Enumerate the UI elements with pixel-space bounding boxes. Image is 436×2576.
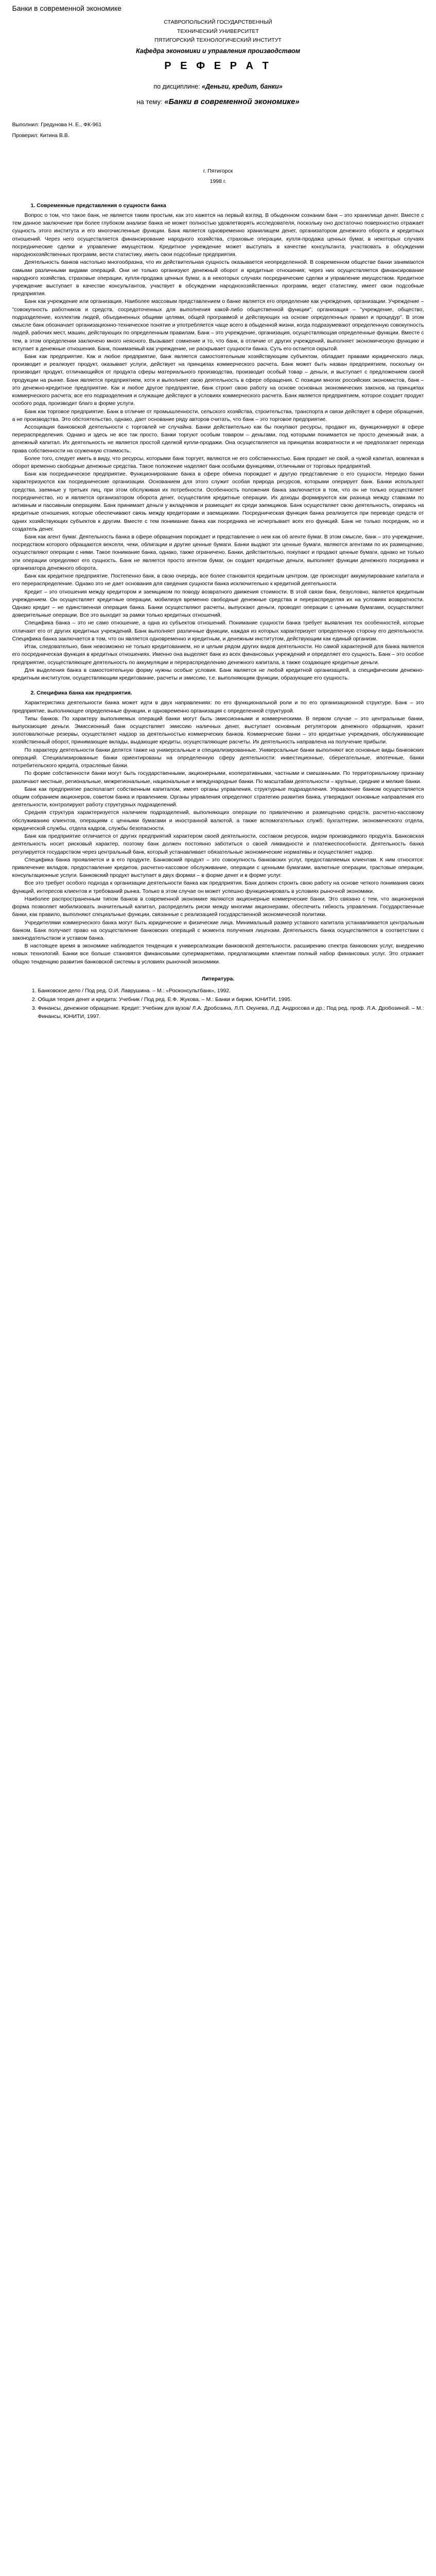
literature-item: 1. Банковское дело / Под ред. О.И. Лаврушина. – М.: «Росконсультбанк», 1992. xyxy=(38,987,424,995)
paragraph: Кредит – это отношения между кредитором и заемщиком по поводу возвратного движения стоимости. В этой связи банк, безусловно, является кредитным учреждением. Он осуществляет кредитные операции, мобилизуя временно свободные денежные средства и перераспределяя их на условиях возвратности. Однако кредит – не единственная операция банка. Банки осуществляют расчеты, выпускают деньги, проводят операции с ценными бумагами, осуществляют доверительные операции. Все это выходит за рамки только кредитных отношений. xyxy=(12,588,424,619)
paragraph: Учредителями коммерческого банка могут быть юридические и физические лица. Минимальный размер уставного капитала устанавливается центральным банком. Банк получает право на осуществление банковских операций с момента получения лицензии. Деятельность банка осуществляется в соответствии с законодательством и уставом банка. xyxy=(12,919,424,941)
paragraph: По характеру деятельности банки делятся также на универсальные и специализированные. Универсальные банки выполняют все основные виды банковских операций. Специализированные банки ориентированы на определенную сферу деятельности: инвестиционные, сберегательные, ипотечные, банки потребительского кредита, отраслевые банки. xyxy=(12,747,424,769)
paragraph: Характеристика деятельности банка может идти в двух направлениях: по его функциональной роли и по его организационной структуре. Банк – это предприятие, выполняющее определенные функции, и одновременно организация с определенной структурой. xyxy=(12,700,424,714)
paragraph: Банк как предприятие располагает собственным капиталом, имеет органы управления, структурные подразделения. Управление банком осуществляется общим собранием акционеров, советом банка и правлением. Органы управления определяют стратегию развития банка, утверждают основные направления его деятельности, контролируют работу структурных подразделений. xyxy=(12,786,424,808)
topic-name: «Банки в современной экономике» xyxy=(164,97,300,107)
paragraph: В настоящее время в экономике наблюдается тенденция к универсализации банковской деятельности, расширению спектра банковских услуг, внедрению новых технологий. Банки все больше становятся финансовыми супермаркетами, предлагающими клиентам полный набор финансовых услуг. Это отражает общую тенденцию развития банковской системы в условиях рыночной экономики. xyxy=(12,943,424,965)
paragraph: Типы банков. По характеру выполняемых операций банки могут быть эмиссионными и коммерческими. В первом случае – это центральные банки, выпускающие деньги. Эмиссионный банк осуществляет эмиссию наличных денег, выступает основным регулятором денежного обращения, хранит золотовалютные резервы, осуществляет надзор за деятельностью коммерческих банков. Коммерческие банки – это кредитные учреждения, обслуживающие хозяйственный оборот, принимающие вклады, выдающие кредиты, осуществляющие расчеты. Их деятельность направлена на получение прибыли. xyxy=(12,715,424,745)
city: г. Пятигорск xyxy=(203,168,233,175)
year: 1998 г. xyxy=(210,178,226,184)
section-heading: 1. Современные представления о сущности банка xyxy=(30,202,166,209)
paragraph: Наиболее распространенным типом банков в современной экономике являются акционерные коммерческие банки. Это связано с тем, что акционерная форма позволяет мобилизовать значительный капитал, распределить риски между многими акционерами, обеспечить гибкость управления. Государственные банки, как правило, выполняют специальные функции, связанные с реализацией государственной экономической политики. xyxy=(12,895,424,918)
paragraph: Банк как предприятие отличается от других предприятий характером своей деятельности, составом ресурсов, видом производимого продукта. Банковская деятельность носит рисковый характер, поэтому банк должен постоянно заботиться о своей ликвидности и платежеспособности. Деятельность банка регулируется государством через центральный банк, который устанавливает обязательные экономические нормативы и осуществляет надзор. xyxy=(12,833,424,855)
document-body xyxy=(12,202,424,966)
literature-title: Литература. xyxy=(201,975,235,982)
paragraph: Специфика банка – это не само отношение, а одна из субъектов отношений. Понимание сущности банка требует выявления тех особенностей, которые отличают его от других кредитных учреждений. Банк выполняет различные функции, каждая из которых характеризует определенную сторону его деятельности. Специфика банка заключается в том, что он является одновременно и кредитным, и денежным институтом, действующим как единый организм. xyxy=(12,620,424,642)
paragraph: Более того, следует иметь в виду, что ресурсы, которыми банк торгует, являются не его собственностью. Банк продает не свой, а чужой капитал, вовлекая в оборот временно свободные денежные средства. Такое положение наделяет банк особыми функциями, отличными от торговых предприятий. xyxy=(12,455,424,470)
section-heading: 2. Специфика банка как предприятия. xyxy=(30,690,132,697)
literature-item: 3. Финансы, денежное обращение. Кредит: Учебник для вузов/ Л.А. Дробозина, Л.П. Окунева, Л.Д. Андросова и др.; Под ред. проф. Л.А. Дробозиной. – М.: Финансы, ЮНИТИ, 1997. xyxy=(38,1005,424,1020)
paragraph: Банк как кредитное предприятие. Постепенно банк, в свою очередь, все более становится кредитным центром, где происходит аккумулирование капитала и его перераспределение. Однако это не дает основания для сведения сущности банка исключительно к кредитной деятельности. xyxy=(12,573,424,587)
document-title: Банки в современной экономике xyxy=(12,4,121,12)
document-page xyxy=(12,0,424,1032)
paragraph: По форме собственности банки могут быть государственными, акционерными, кооперативными, частными и смешанными. По территориальному признаку различают местные, региональные, межрегиональные, национальные и международные банки. По масштабам деятельности – крупные, средние и мелкие банки. xyxy=(12,770,424,785)
paragraph: Ассоциация банковской деятельности с торговлей не случайна. Банки действительно как бы покупают ресурсы, продают их, функционируют в сфере перераспределения. Однако и здесь не все так просто. Банки торгуют особым товаром – деньгами, под которыми понимается не просто денежный знак, а денежный капитал. Их деятельность не является простой сделкой купли-продажи. Она осуществляется на принципах возвратности и не предполагает перехода права собственности на ссуженную стоимость. xyxy=(12,423,424,454)
literature-list xyxy=(29,987,424,1021)
referat-label: Р Е Ф Е Р А Т xyxy=(164,60,272,72)
checked-by: Проверил: Китина В.В. xyxy=(12,132,69,139)
institution-line-2: ТЕХНИЧЕСКИЙ УНИВЕРСИТЕТ xyxy=(177,28,259,35)
paragraph: Для выделения банка в самостоятельную форму нужны особые условия. Банк является не любой кредитной организацией, а специфическим денежно-кредитным институтом, осуществляющим кредитование, расчеты и эмиссию, т.е. выполняющим функции, образующие его сущность. xyxy=(12,667,424,681)
paragraph: Банк как агент бумаг. Деятельность банка в сфере обращения порождает и представление о нем как об агенте бумаг. В этом смысле, банк – это учреждение, посредством которого обращаются векселя, чеки, облигации и другие ценные бумаги. Банки выдают эти ценные бумаги, являются агентами по их размещению, осуществляют операции с ними. Такое понимание банка, однако, также ограничено. Банки, действительно, покупают и продают ценные бумаги, однако не только эти операции определяют его сущность. Банк не является просто агентом бумаг, он создает кредитные деньги, выполняет функции денежного посредника и организатора денежного оборота. xyxy=(12,534,424,571)
institution-line-1: СТАВРОПОЛЬСКИЙ ГОСУДАРСТВЕННЫЙ xyxy=(164,19,272,26)
paragraph: Специфика банка проявляется и в его продукте. Банковский продукт – это совокупность банковских услуг, предоставляемых клиентам. К ним относятся: привлечение вкладов, предоставление кредитов, расчетно-кассовое обслуживание, операции с ценными бумагами, валютные операции, трастовые операции, консультационные услуги. Банковский продукт выступает в двух формах – в форме денег и в форме услуг. xyxy=(12,856,424,879)
paragraph: Деятельность банков настолько многообразна, что их действительная сущность оказывается неопределенной. В современном обществе банки занимаются самыми различными видами операций. Они не только организуют денежный оборот и кредитные отношения; через них осуществляется финансирование народного хозяйства, страховые операции, купля-продажа ценных бумаг, а в некоторых случаях посреднические сделки и управление имуществом. Кредитное учреждение выступает в качестве консультантов, участвует в обсуждении народнохозяйственных программ, ведет статистику, имеет свои подсобные предприятия. xyxy=(12,259,424,297)
department-name: Кафедра экономики и управления производством xyxy=(135,47,301,55)
paragraph: Итак, следовательно, банк невозможно не только кредитованием, но и целым рядом других видов деятельности. Но самой характерной для банка является его посредническая функция в кредитных отношениях. Именно она выделяет банк из всех финансовых учреждений и определяет его сущность. Банк – это особое предприятие, осуществляющее деятельность по аккумуляции и перераспределению денежного капитала, а также создающее кредитные деньги. xyxy=(12,643,424,666)
topic-line xyxy=(12,96,424,108)
subject-line xyxy=(12,82,424,91)
paragraph: Все это требует особого подхода к организации деятельности банка как предприятия. Банк должен строить свою работу на основе четкого понимания своих функций, интересов клиентов и требований рынка. Только в этом случае он может успешно функционировать в условиях рыночной экономики. xyxy=(12,880,424,894)
performed-by: Выполнил: Гредунова Н. Е., ФК-961 xyxy=(12,121,102,128)
literature-item: 2. Общая теория денег и кредита: Учебник / Под ред. Е.Ф. Жукова. – М.: Банки и биржи, ЮНИТИ, 1995. xyxy=(38,996,424,1004)
topic-prefix: на тему: xyxy=(136,98,163,106)
institution-line-3: ПЯТИГОРСКИЙ ТЕХНОЛОГИЧЕСКИЙ ИНСТИТУТ xyxy=(154,37,282,43)
subject-name: «Деньги, кредит, банки» xyxy=(202,83,283,91)
paragraph: Банк как торговое предприятие. Банк в отличие от промышленности, сельского хозяйства, строительства, транспорта и связи действует в сфере обращения, а не производства. Это обстоятельство, однако, дает основание ряду авторов считать, что банк – это торговое предприятие. xyxy=(12,408,424,422)
paragraph: Вопрос о том, что такое банк, не является таким простым, как это кажется на первый взгляд. В обыденном сознании банк – это хранилище денег. Вместе с тем данное заключение при более глубоком анализе банка не может полностью удовлетворять исследователя, поскольку оно достаточно поверхностно отражает сущность этого института и его многочисленные функции. Банк является одновременно хранилищем денег, организатором денежного оборота и кредитных отношений. Через него осуществляется финансирование народного хозяйства, страховые операции, купля-продажа ценных бумаг, в некоторых случаях посреднические сделки и управление имуществом. Кредитное учреждение может выступать в качестве консультанта, участвовать в обсуждении народнохозяйственных программ, вести статистику, иметь свои подсобные предприятия. xyxy=(12,212,424,258)
paragraph: Средняя структура характеризуется наличием подразделений, выполняющих операции по привлечению и размещению средств, расчетно-кассовому обслуживанию клиентов, операциям с ценными бумагами и иностранной валютой, а также вспомогательных служб: бухгалтерии, экономического отдела, юридической службы, отдела кадров, службы безопасности. xyxy=(12,809,424,832)
subject-prefix: по дисциплине: xyxy=(153,83,200,91)
paragraph: Банк как посредническое предприятие. Функционирование банка в сфере обмена порождает и другую представление о его сущности. Нередко банки характеризуются как посреднические организации. Основанием для этого служит особая природа ресурсов, которыми оперирует банк. Банки используют средства, заемные у третьих лиц, при этом обслуживая их потребности. Особенность положения банка заключается в том, что он не только осуществляет посредничество, но и является организатором оборота денег, осуществляя кредитные операции. Их доходы формируются как разница между ставками по активным и пассивным операциям. Банк принимает деньги у вкладчиков и размещает их среди заемщиков. Банк осуществляет свою деятельность, опираясь на кредитные отношения, которые обеспечивают связь между кредиторами и заемщиками. Посредническая функция банка реализуется при переводе средств от одних хозяйствующих субъектов к другим. Вместе с тем понимание банка как посредника не исчерпывает всех его функций. Банк не только посредник, но и создатель денег. xyxy=(12,471,424,532)
paragraph: Банк как учреждение или организация. Наиболее массовым представлением о банке является его определение как учреждения, организации. Учреждение – "совокупность работников и средств, сосредоточенных для выполнения какой-либо общественной функции"; организация – "учреждение, общество, подразделение, коллектив людей, объединенных общими целями, общей программой и действующих на основе определенных правил и процедур". В этом смысле банк обозначает организационно-техническое понятие и употребляется чаще всего в обыденной жизни, когда подразумевают определенную совокупность людей, рабочих мест, машин, действующих по определенным правилам. Банк – это учреждение, организация, осуществляющая определенные функции. Вместе с тем, в этом определении заключено много неясного. Вызывает сомнение и то, что банк, в отличие от других учреждений, выполняет экономическую функцию и вступает в денежные отношения. Банк, понимаемый как учреждение, не раскрывает сущности банка. Суть его остается скрытой. xyxy=(12,298,424,352)
paragraph: Банк как предприятие. Как и любое предприятие, банк является самостоятельным хозяйствующим субъектом, обладает правами юридического лица, производит и реализует продукт, оказывает услуги, действует на принципах коммерческого расчета. Банк может быть назван предприятием, поскольку он производит продукт, отличающийся от продукта сферы материального производства, производит особый товар – деньги, и выступает с предложением своей продукции на рынке. Банк является предприятием, хотя и выполняет свою деятельность в сфере обращения. С позиции многих российских экономистов, банк – это денежно-кредитное предприятие. Как и любое другое предприятие, банк строит свою работу на основе основных экономических законов, на принципах коммерческого расчета; все его подразделения и служащие действуют в условиях коммерческого расчета. Банк является предприятием, которое создает продукт особого рода, производит благо в форме услуги. xyxy=(12,353,424,407)
